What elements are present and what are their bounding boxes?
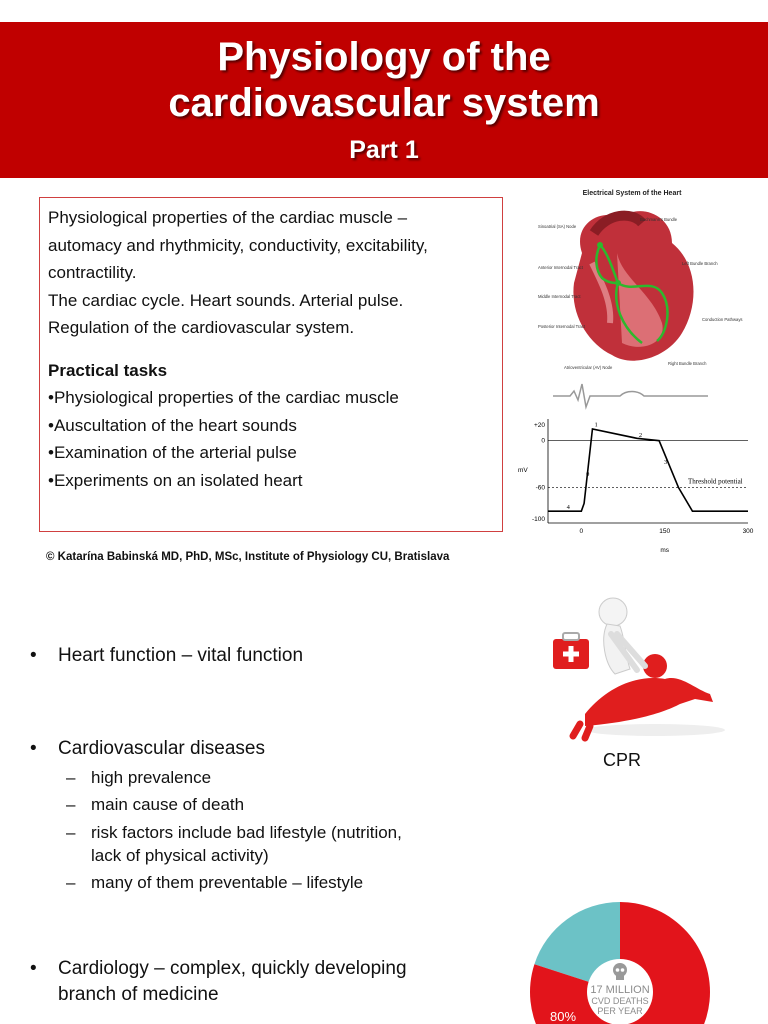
sub-item bbox=[66, 795, 244, 815]
practical-task-item: •Auscultation of the heart sounds bbox=[48, 415, 297, 435]
label-bachmann: Bachmann's Bundle bbox=[640, 217, 678, 222]
bullet-symbol: • bbox=[30, 645, 37, 666]
action-potential-chart bbox=[508, 383, 768, 558]
bullet-cardiovascular-diseases bbox=[30, 738, 265, 760]
sub-item-text: lack of physical activity) bbox=[91, 846, 269, 865]
page-title bbox=[0, 34, 768, 126]
topic-line: The cardiac cycle. Heart sounds. Arterial pulse. bbox=[48, 290, 404, 310]
cvd-number: 17 MILLION bbox=[590, 984, 650, 996]
bullet-text: branch of medicine bbox=[58, 984, 219, 1005]
dash-symbol: – bbox=[66, 873, 76, 892]
bullet-text: Cardiology – complex, quickly developing bbox=[58, 958, 407, 979]
cvd-percent: 80% bbox=[550, 1009, 577, 1024]
phase-label: 2 bbox=[638, 431, 643, 439]
practical-task-item: •Physiological properties of the cardiac muscle bbox=[48, 388, 399, 407]
label-sa-node: Sinoatrial (SA) Node bbox=[538, 224, 577, 229]
sub-item-text: high prevalence bbox=[91, 768, 212, 787]
title-line-1: Physiology of the bbox=[217, 35, 551, 79]
dash-symbol: – bbox=[66, 768, 76, 787]
phase-label: 0 bbox=[586, 470, 590, 478]
phase-label: 1 bbox=[594, 421, 598, 429]
cpr-label: CPR bbox=[603, 750, 642, 770]
dash-symbol: – bbox=[66, 823, 76, 842]
bullet-text: Heart function – vital function bbox=[58, 645, 304, 666]
threshold-label: Threshold potential bbox=[688, 477, 743, 486]
sub-item bbox=[66, 768, 211, 788]
y-tick-label: -60 bbox=[535, 484, 545, 492]
y-tick-label: -100 bbox=[531, 516, 545, 523]
cvd-deaths-infographic bbox=[528, 900, 713, 1024]
bullet-symbol: • bbox=[30, 738, 37, 759]
heart-conduction-figure bbox=[522, 183, 743, 383]
page-subtitle: Part 1 bbox=[349, 136, 419, 164]
topic-line: Physiological properties of the cardiac muscle – bbox=[48, 208, 408, 227]
action-potential-line bbox=[548, 429, 748, 511]
practical-task-item: •Experiments on an isolated heart bbox=[48, 470, 303, 490]
label-posterior-tract: Posterior Internodal Tract bbox=[538, 324, 586, 329]
bullet-cardiology-continuation bbox=[58, 984, 219, 1006]
topic-line: Regulation of the cardiovascular system. bbox=[48, 318, 355, 337]
sub-item-text: many of them preventable – lifestyle bbox=[91, 873, 364, 892]
sub-item-text: risk factors include bad lifestyle (nutrition, bbox=[91, 823, 402, 842]
x-tick-label: 150 bbox=[659, 528, 671, 535]
cvd-line-2: CVD DEATHS bbox=[591, 996, 649, 1006]
topics-box bbox=[39, 197, 503, 532]
sub-item bbox=[66, 873, 363, 893]
dash-symbol: – bbox=[66, 795, 76, 814]
x-axis-label: ms bbox=[660, 547, 670, 554]
heart-illustration bbox=[573, 211, 693, 361]
sub-item bbox=[66, 823, 402, 843]
x-tick-label: 300 bbox=[742, 528, 754, 535]
phase-label: 4 bbox=[566, 503, 570, 511]
label-conduction-pathways: Conduction Pathways bbox=[702, 317, 743, 322]
bullet-symbol: • bbox=[30, 958, 37, 979]
sub-item-text: main cause of death bbox=[91, 795, 245, 814]
x-tick-label: 0 bbox=[579, 528, 584, 535]
label-middle-tract: Middle Internodal Tract bbox=[538, 294, 581, 299]
title-banner bbox=[0, 22, 768, 178]
topic-line: automacy and rhythmicity, conductivity, excitability, bbox=[48, 235, 428, 255]
label-left-bundle: Left Bundle Branch bbox=[682, 261, 718, 266]
phase-label: 3 bbox=[663, 459, 668, 467]
practical-tasks-heading: Practical tasks bbox=[48, 360, 168, 380]
topic-line: contractility. bbox=[48, 263, 137, 282]
label-right-bundle: Right Bundle Branch bbox=[668, 361, 707, 366]
ecg-strip bbox=[553, 384, 708, 407]
cvd-line-3: PER YEAR bbox=[597, 1006, 643, 1016]
bullet-heart-function bbox=[30, 645, 303, 667]
title-line-2: cardiovascular system bbox=[168, 81, 600, 125]
practical-task-item: •Examination of the arterial pulse bbox=[48, 443, 297, 462]
y-tick-label: +20 bbox=[533, 422, 545, 429]
sub-item-continuation bbox=[91, 846, 269, 866]
y-tick-label: 0 bbox=[541, 437, 545, 445]
label-av-node: Atrioventricular (AV) Node bbox=[564, 365, 613, 370]
label-anterior-tract: Anterior Internodal Tract bbox=[538, 265, 583, 270]
bullet-cardiology bbox=[30, 958, 407, 980]
cpr-illustration bbox=[545, 594, 730, 739]
y-axis-label: mV bbox=[518, 467, 528, 474]
copyright-line: © Katarína Babinská MD, PhD, MSc, Institute of Physiology CU, Bratislava bbox=[46, 551, 450, 563]
heart-figure-title: Electrical System of the Heart bbox=[582, 190, 682, 197]
bullet-text: Cardiovascular diseases bbox=[58, 738, 265, 759]
